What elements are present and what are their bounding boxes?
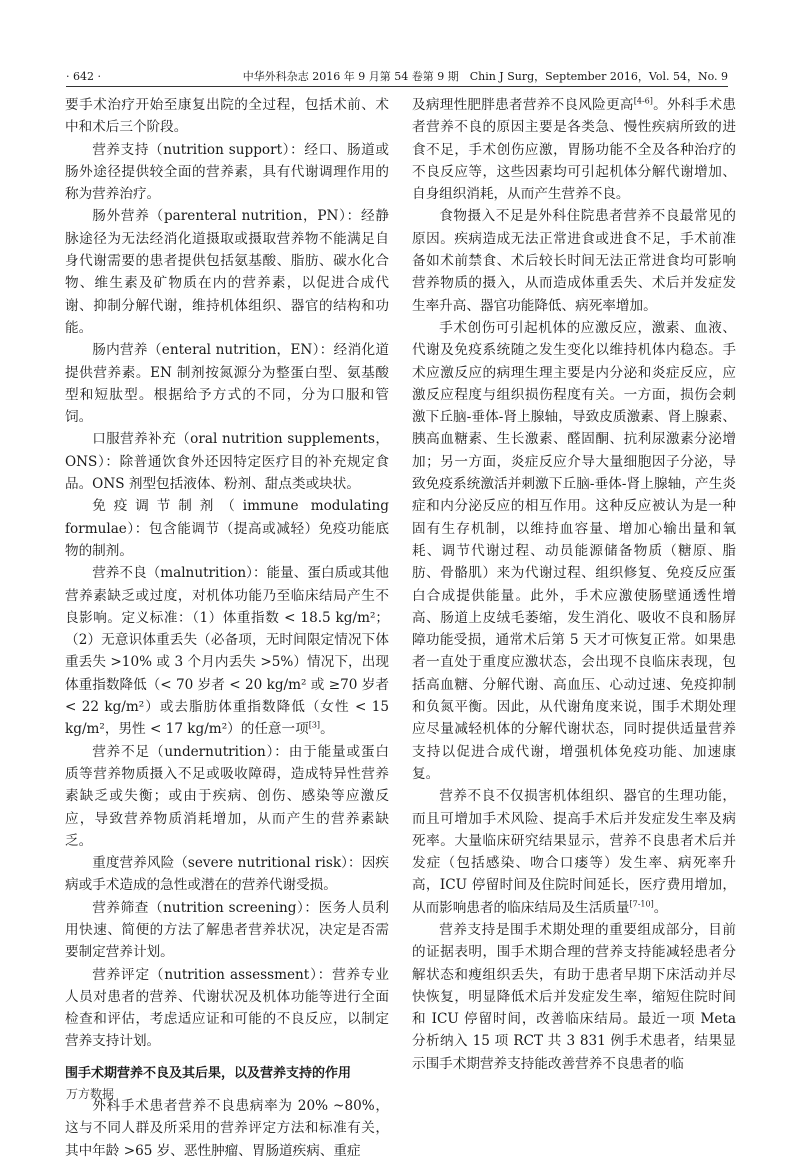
- paragraph: [412, 94, 736, 205]
- paragraph-text: 。: [653, 899, 668, 916]
- page-number: · 642 ·: [66, 70, 101, 83]
- citation-ref: [3]: [308, 720, 321, 730]
- paragraph: 外科手术患者营养不良患病率为 20% ~80%，这与不同人群及所采用的营养评定方法和标准有关，其中年龄 >65 岁、恶性肿瘤、胃肠道疾病、重症: [65, 1098, 389, 1159]
- definition-undernutrition: 营养不足（undernutrition）：由于能量或蛋白质等营养物质摄入不足或吸收障碍，造成特异性营养素缺乏或失衡；或由于疾病、创伤、感染等应激反应，导致营养物质消耗增加，从而产生的营养素缺乏。: [65, 743, 389, 849]
- paragraph: 手术创伤可引起机体的应激反应，激素、血液、代谢及免疫系统随之发生变化以维持机体内稳态。手术应激反应的病理生理主要是内分泌和炎症反应，应激反应程度与组织损伤程度有关。一方面，损伤会刺激下丘脑-垂体-肾上腺轴，导致皮质激素、肾上腺素、胰高血糖素、生长激素、醛固酮、抗利尿激素分泌增加；另一方面，炎症反应介导大量细胞因子分泌，导致免疫系统激活并刺激下丘脑-垂体-肾上腺轴，产生炎症和内分泌反应的相互作用。这种反应被认为是一种固有生存机制，以维持血容量、增加心输出量和氧耗、调节代谢过程、动员能源储备物质（糖原、脂肪、骨骼肌）来为代谢过程、组织修复、免疫反应蛋白合成提供能量。此外，手术应激使肠壁通透性增高、肠道上皮绒毛萎缩，发生消化、吸收不良和肠屏障功能受损，通常术后第 5 天才可恢复正常。如果患者一直处于重度应激状态，会出现不良临床表现，包括高血糖、分解代谢、高血压、心动过速、免疫抑制和负氮平衡。因此，从代谢角度来说，围手术期处理应尽量减轻机体的分解代谢状态，同时提供适量营养支持以促进合成代谢，增强机体免疫功能、加速康复。: [412, 319, 736, 782]
- definition-severe-risk: 重度营养风险（severe nutritional risk）：因疾病或手术造成的急性或潜在的营养代谢受损。: [65, 855, 389, 894]
- paragraph-text: 。外科手术患者营养不良的原因主要是各类急、慢性疾病所致的进食不足，手术创伤应激，胃肠功能不全及各种治疗的不良反应等，这些因素均可引起机体分解代谢增加、自身组织消耗，从而产生营养不良。: [412, 97, 737, 203]
- definition-oral-supplements: 口服营养补充（oral nutrition supplements，ONS）：除普通饮食外还因特定医疗目的补充规定食品。ONS 剂型包括液体、粉剂、甜点类或块状。: [65, 431, 389, 493]
- paragraph: 营养支持是围手术期处理的重要组成部分，目前的证据表明，围手术期合理的营养支持能减轻患者分解状态和瘦组织丢失，有助于患者早期下床活动并尽快恢复，明显降低术后并发症发生率，缩短住院时间和 ICU 停留时间，改善临床结局。最近一项 Meta 分析纳入 15 项 RCT 共 3 831 例手术患者，结果显示围手术期营养支持能改善营养不良患者的临: [412, 921, 736, 1072]
- definition-malnutrition: [65, 562, 389, 740]
- definition-parenteral-nutrition: 肠外营养（parenteral nutrition，PN）：经静脉途径为无法经消化道摄取或摄取营养物不能满足自身代谢需要的患者提供包括氨基酸、脂肪、碳水化合物、维生素及矿物质在内的营养素，以促进合成代谢、抑制分解代谢，维持机体组织、器官的结构和功能。: [65, 208, 389, 336]
- header-rule: [66, 86, 728, 87]
- paragraph-text: 及病理性肥胖患者营养不良风险更高: [412, 97, 634, 113]
- right-column: [412, 94, 736, 1075]
- left-column: [65, 94, 389, 1162]
- citation-ref: [7-10]: [629, 899, 654, 909]
- definition-nutrition-support: 营养支持（nutrition support）：经口、肠道或肠外途径提供较全面的营养素，具有代谢调理作用的称为营养治疗。: [65, 141, 389, 203]
- paragraph: 要手术治疗开始至康复出院的全过程，包括术前、术中和术后三个阶段。: [65, 97, 389, 136]
- definition-assessment: 营养评定（nutrition assessment）：营养专业人员对患者的营养、代谢状况及机体功能等进行全面检查和评估，考虑适应证和可能的不良反应，以制定营养支持计划。: [65, 966, 389, 1050]
- definition-immune-formulae: 免疫调节制剂（immune modulating formulae）：包含能调节（提高或减轻）免疫功能底物的制剂。: [65, 498, 389, 559]
- paragraph: 食物摄入不足是外科住院患者营养不良最常见的原因。疾病造成无法正常进食或进食不足，手术前准备如术前禁食、术后较长时间无法正常进食均可影响营养物质的摄入，从而造成体重丢失、术后并发症发生率升高、器官功能降低、病死率增加。: [412, 208, 736, 314]
- journal-citation: 中华外科杂志 2016 年 9 月第 54 卷第 9 期 Chin J Surg，September 2016，Vol. 54，No. 9: [242, 70, 728, 83]
- section-heading: 围手术期营养不良及其后果，以及营养支持的作用: [65, 1065, 352, 1081]
- paragraph-text: 营养不良不仅损害机体组织、器官的生理功能，而且可增加手术风险、提高手术后并发症发生率及病死率。大量临床研究结果显示，营养不良患者术后并发症（包括感染、吻合口瘘等）发生率、病死率升高，ICU 停留时间及住院时间延长，医疗费用增加，从而影响患者的临床结局及生活质量: [412, 788, 736, 916]
- definition-screening: 营养筛查（nutrition screening）：医务人员利用快速、简便的方法了解患者营养状况，决定是否需要制定营养计划。: [65, 899, 389, 961]
- citation-ref: [4-6]: [633, 96, 653, 106]
- definition-enteral-nutrition: 肠内营养（enteral nutrition，EN）：经消化道提供营养素。EN 制剂按氮源分为整蛋白型、氨基酸型和短肽型。根据给予方式的不同，分为口服和管饲。: [65, 342, 389, 426]
- watermark: 万方数据: [66, 1087, 115, 1101]
- malnutrition-end: 。: [320, 721, 334, 738]
- running-header: [66, 70, 728, 84]
- malnutrition-text: 营养不良（malnutrition）：能量、蛋白质或其他营养素缺乏或过度，对机体功能乃至临床结局产生不良影响。定义标准：（1）体重指数 < 18.5 kg/m²；（2）无意识体重丢失（必备项，无时间限定情况下体重丢失 >10% 或 3 个月内丢失 >5%）情况下，出现体重指数降低（< 70 岁者 < 20 kg/m² 或 ≥70 岁者 < 22 kg/m²）或去脂肪体重指数降低（女性 < 15 kg/m²，男性 < 17 kg/m²）的任意一项: [65, 565, 389, 738]
- paragraph: [412, 785, 736, 919]
